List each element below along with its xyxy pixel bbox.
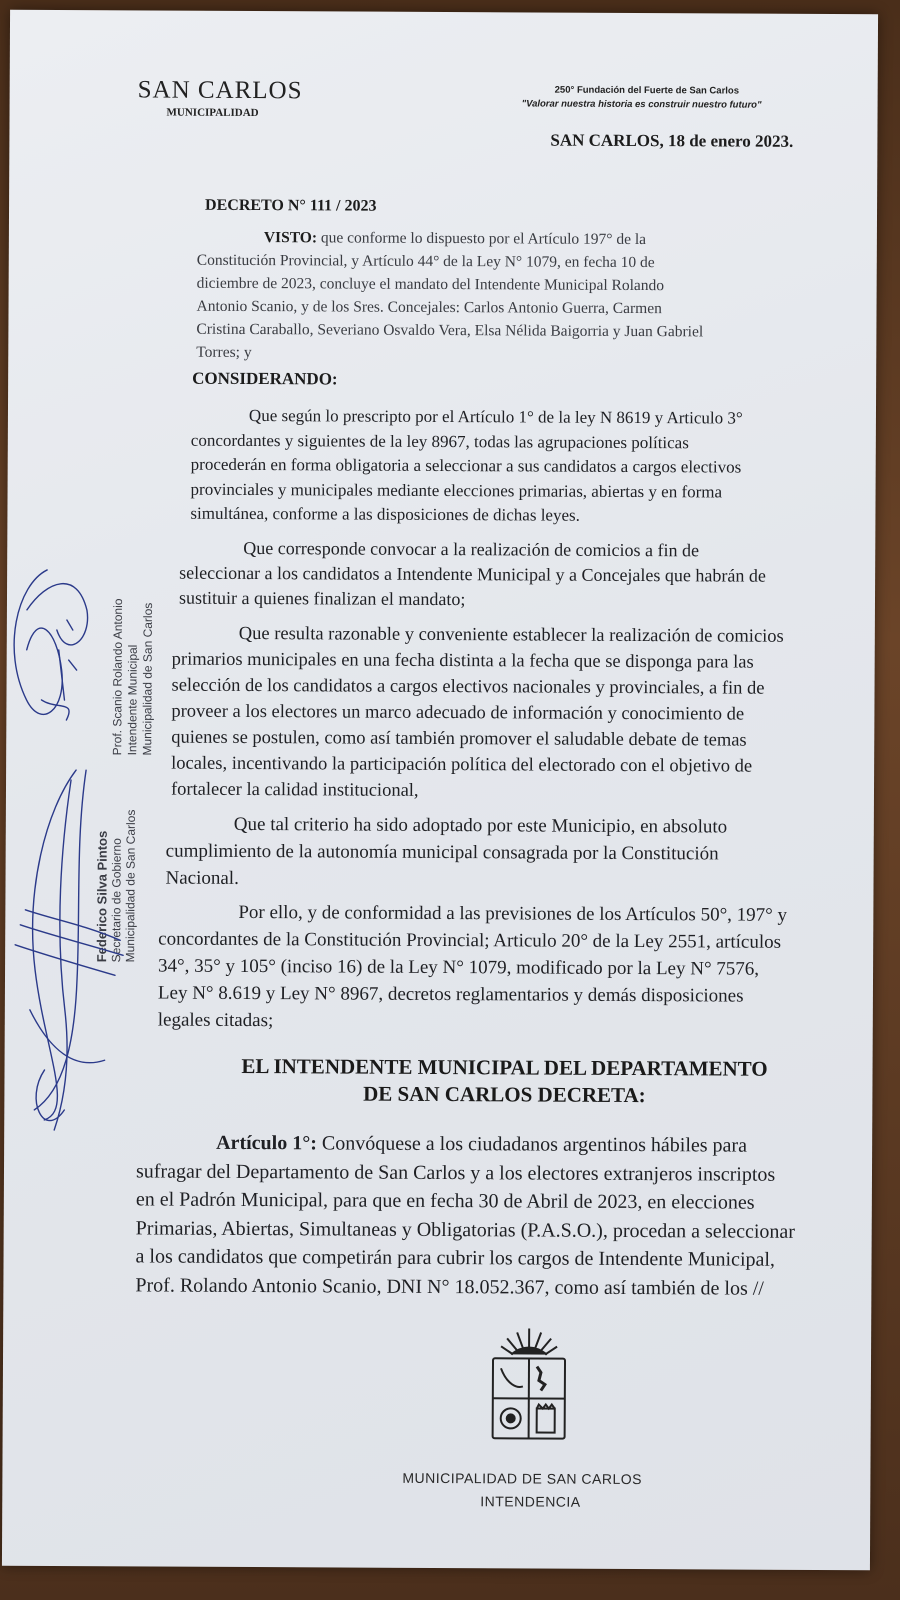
letterhead-motto-line1: 250° Fundación del Fuerte de San Carlos	[554, 84, 740, 97]
paragraph-line: Que corresponde convocar a la realización de comicios a fin de	[243, 537, 700, 561]
article-line: Prof. Rolando Antonio Scanio, DNI N° 18.052.367, como así también de los //	[135, 1273, 764, 1300]
article-line: Convóquese a los ciudadanos argentinos hábiles para	[316, 1132, 748, 1157]
article-1	[135, 1128, 856, 1303]
paragraph-line: Nacional.	[165, 867, 239, 889]
stamp-line: Municipalidad de San Carlos	[140, 602, 155, 756]
document-page	[2, 10, 878, 1571]
paragraph-line: concordantes y siguientes de la ley 8967, todas las agrupaciones políticas	[190, 430, 689, 452]
stamp-line: Prof. Scanio Rolando Antonio	[110, 598, 125, 756]
considerando-paragraph-1	[190, 404, 841, 530]
letterhead-motto-line2: "Valorar nuestra historia es construir nuestro futuro"	[521, 98, 762, 111]
paragraph-line: locales, incentivando la participación política del electorado con el objetivo de	[171, 753, 753, 777]
considerando-paragraph-5	[158, 899, 843, 1038]
considerando-paragraph-3	[171, 621, 842, 807]
paragraph-line: sustituir a quienes finalizan el mandato;	[178, 587, 466, 610]
article-1-label: Artículo 1°:	[216, 1131, 317, 1155]
paragraph-line: cumplimiento de la autonomía municipal consagrada por la Constitución	[165, 840, 719, 865]
paragraph-line: proveer a los electores un marco adecuado de información y conocimiento de	[171, 701, 745, 725]
decree-title-line2: DE SAN CARLOS DECRETA:	[363, 1081, 646, 1108]
paragraph-line: primarios municipales en una fecha distinta a la fecha que se disponga para las	[171, 649, 754, 673]
paragraph-line: provinciales y municipales mediante elecciones primarias, abiertas y en forma	[190, 479, 723, 501]
article-line: a los candidatos que competirán para cubrir los cargos de Intendente Municipal,	[135, 1245, 776, 1271]
decree-title-line1: EL INTENDENTE MUNICIPAL DEL DEPARTAMENTO	[241, 1053, 768, 1081]
article-line: sufragar del Departamento de San Carlos y a los electores extranjeros inscriptos	[135, 1159, 776, 1186]
seal-text-municipalidad: MUNICIPALIDAD DE SAN CARLOS	[402, 1469, 643, 1488]
paragraph-line: Que según lo prescripto por el Artículo 1° de la ley N 8619 y Articulo 3°	[248, 405, 743, 428]
considerando-paragraph-4	[165, 811, 841, 896]
stamp-line: Secretario de Gobierno	[109, 838, 124, 963]
article-line: Primarias, Abiertas, Simultaneas y Obligatorias (P.A.S.O.), procedan a seleccionar	[135, 1216, 796, 1243]
paragraph-line: concordantes de la Constitución Provincial; Articulo 20° de la Ley 2551, artículos	[158, 928, 782, 953]
visto-line: diciembre de 2023, concluye el mandato del Intendente Municipal Rolando	[196, 274, 665, 295]
visto-line: Torres; y	[196, 343, 252, 362]
paragraph-line: Ley N° 8.619 y Ley N° 8967, decretos reglamentarios y demás disposiciones	[157, 982, 744, 1007]
municipal-coat-of-arms-icon	[487, 1324, 572, 1444]
date-line: SAN CARLOS, 18 de enero 2023.	[550, 130, 794, 151]
article-line: en el Padrón Municipal, para que en fecha 30 de Abril de 2023, en elecciones	[135, 1188, 755, 1214]
visto-line: Antonio Scanio, y de los Sres. Concejales: Carlos Antonio Guerra, Carmen	[196, 297, 662, 318]
letterhead-logo-subtitle: MUNICIPALIDAD	[166, 106, 259, 120]
letterhead-logo-name: SAN CARLOS	[137, 76, 303, 105]
paragraph-line: Que tal criterio ha sido adoptado por este Municipio, en absoluto	[233, 813, 728, 838]
decree-number: DECRETO N° 111 / 2023	[205, 196, 377, 215]
handwritten-signatures	[4, 10, 210, 1171]
visto-label: VISTO:	[263, 229, 318, 247]
paragraph-line: 34°, 35° y 105° (inciso 16) de la Ley N° 1079, modificado por la Ley N° 7576,	[158, 955, 760, 980]
paragraph-line: simultánea, conforme a las disposiciones de dichas leyes.	[190, 503, 580, 525]
paragraph-line: fortalecer la calidad institucional,	[170, 779, 419, 801]
seal-text-intendencia: INTENDENCIA	[480, 1493, 581, 1510]
stamp-line: Municipalidad de San Carlos	[123, 809, 138, 963]
paragraph-line: procederán en forma obligatoria a seleccionar a sus candidatos a cargos electivos	[190, 454, 742, 477]
paragraph-line: seleccionar a los candidatos a Intendente Municipal y a Concejales que habrán de	[179, 562, 766, 586]
paragraph-line: quienes se postulen, como así también promover el saludable debate de temas	[171, 727, 747, 751]
considerando-paragraph-2	[179, 536, 839, 614]
stamp-line: Intendente Municipal	[125, 644, 140, 756]
visto-paragraph	[196, 226, 837, 367]
decree-title	[154, 1053, 854, 1111]
visto-line: que conforme lo dispuesto por el Artículo 197° de la	[316, 229, 647, 249]
considerando-heading: CONSIDERANDO:	[192, 368, 338, 389]
paragraph-line: legales citadas;	[157, 1009, 274, 1032]
visto-line: Constitución Provincial, y Artículo 44° de la Ley N° 1079, en fecha 10 de	[196, 251, 655, 272]
paragraph-line: Por ello, y de conformidad a las previsiones de los Artículos 50°, 197° y	[238, 901, 788, 926]
paragraph-line: selección de los candidatos a cargos electivos nacionales y provinciales, a fin de	[171, 675, 765, 699]
paragraph-line: Que resulta razonable y conveniente establecer la realización de comicios	[238, 623, 784, 647]
visto-line: Cristina Caraballo, Severiano Osvaldo Vera, Elsa Nélida Baigorria y Juan Gabriel	[196, 320, 704, 341]
stamp-line: Federico Silva Pintos	[94, 830, 110, 963]
